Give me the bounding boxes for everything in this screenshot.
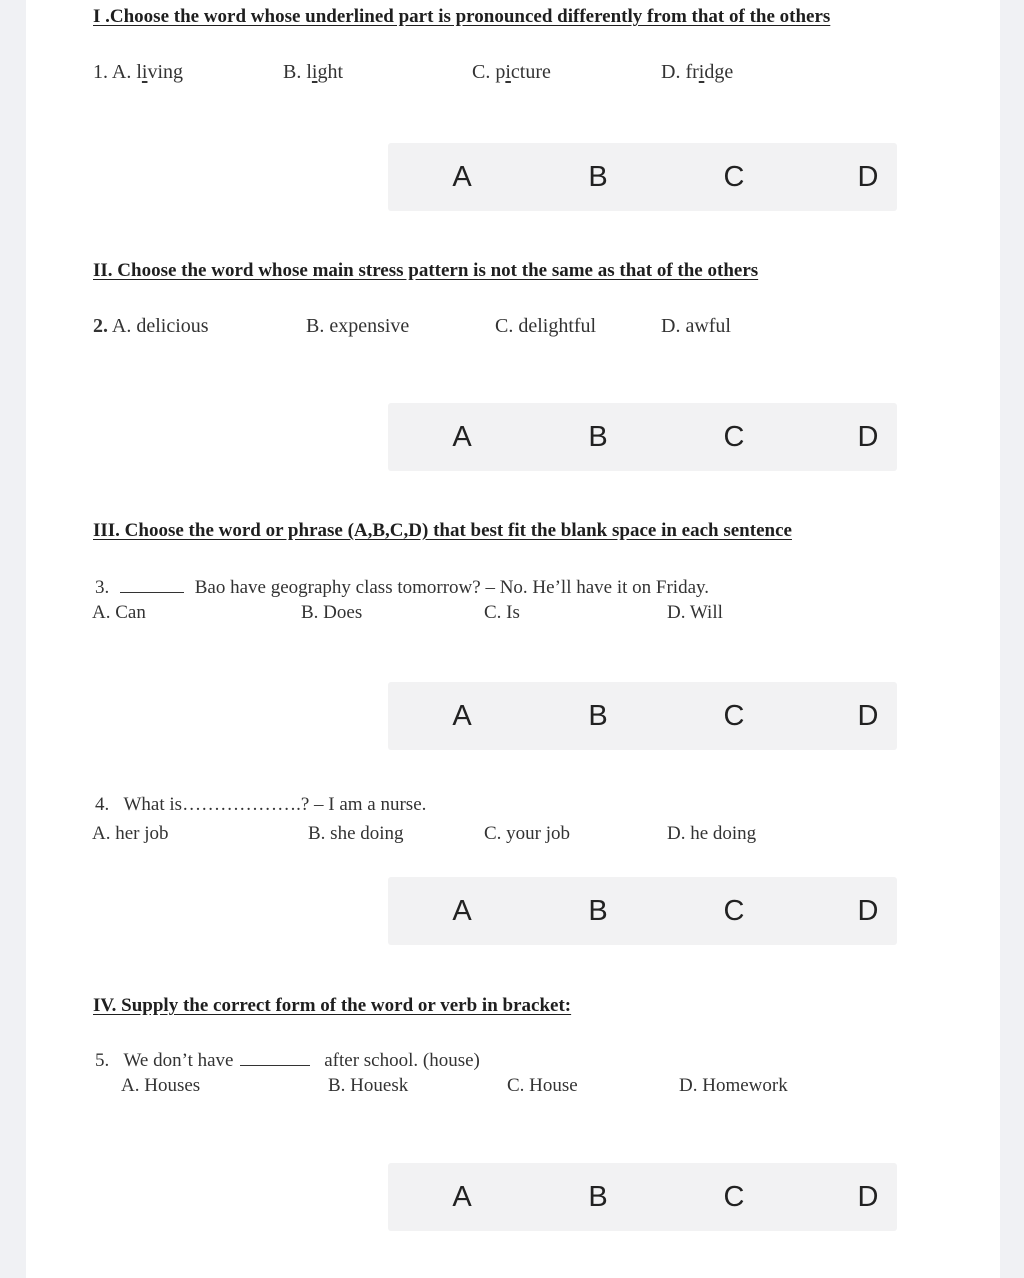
q5-blank xyxy=(240,1065,310,1066)
q1-answer-c-button[interactable]: C xyxy=(723,160,745,193)
q4-option-b: B. she doing xyxy=(308,823,404,844)
section-4-heading: IV. Supply the correct form of the word or verb in bracket: xyxy=(93,995,572,1016)
q3-option-a: A. Can xyxy=(92,602,146,623)
q3-blank xyxy=(120,592,184,593)
q2-option-c: C. delightful xyxy=(495,315,597,337)
q1-answer-d-button[interactable]: D xyxy=(857,160,879,193)
q5-answer-c-button[interactable]: C xyxy=(723,1180,745,1213)
q3-answer-bar xyxy=(388,682,897,750)
q3-answer-a-button[interactable]: A xyxy=(452,699,472,732)
q3-option-c: C. Is xyxy=(484,602,520,623)
q5-option-b: B. Houesk xyxy=(328,1075,409,1096)
q4-answer-bar xyxy=(388,877,897,945)
q1-answer-bar xyxy=(388,143,897,211)
q3-option-b: B. Does xyxy=(301,602,363,623)
q1-answer-b-button[interactable]: B xyxy=(588,160,608,193)
q3-answer-b-button[interactable]: B xyxy=(588,699,608,732)
q3-answer-d-button[interactable]: D xyxy=(857,699,879,732)
q4-option-c: C. your job xyxy=(484,823,571,844)
section-2-heading: II. Choose the word whose main stress pattern is not the same as that of the others xyxy=(93,260,759,281)
q5-option-c: C. House xyxy=(507,1075,578,1096)
q2-answer-a-button[interactable]: A xyxy=(452,420,472,453)
q1-option-c: C. picture xyxy=(472,61,551,83)
q2-answer-b-button[interactable]: B xyxy=(588,420,608,453)
q4-answer-c-button[interactable]: C xyxy=(723,894,745,927)
q5-option-a: A. Houses xyxy=(121,1075,201,1096)
q5-answer-b-button[interactable]: B xyxy=(588,1180,608,1213)
q1-option-b: B. light xyxy=(283,61,344,83)
q1-option-a: 1. A. living xyxy=(93,61,184,83)
q1-answer-a-button[interactable]: A xyxy=(452,160,472,193)
q4-stem: 4. What is……………….? – I am a nurse. xyxy=(95,794,427,815)
q3-option-d: D. Will xyxy=(667,602,723,623)
q5-stem: 5. We don’t have after school. (house) xyxy=(95,1050,480,1071)
q2-option-a: 2. A. delicious xyxy=(93,315,209,337)
q2-answer-bar xyxy=(388,403,897,471)
q2-answer-c-button[interactable]: C xyxy=(723,420,745,453)
q3-stem: 3. Bao have geography class tomorrow? – No. He’ll have it on Friday. xyxy=(95,577,710,598)
worksheet-page xyxy=(26,0,1000,1278)
q1-option-d: D. fridge xyxy=(661,61,734,83)
q4-option-a: A. her job xyxy=(92,823,169,844)
section-1-heading: I .Choose the word whose underlined part is pronounced differently from that of the others xyxy=(93,6,831,27)
q2-option-d: D. awful xyxy=(661,315,731,337)
q4-answer-a-button[interactable]: A xyxy=(452,894,472,927)
q4-answer-d-button[interactable]: D xyxy=(857,894,879,927)
q4-answer-b-button[interactable]: B xyxy=(588,894,608,927)
q5-option-d: D. Homework xyxy=(679,1075,788,1096)
q5-answer-a-button[interactable]: A xyxy=(452,1180,472,1213)
q3-answer-c-button[interactable]: C xyxy=(723,699,745,732)
q5-answer-bar xyxy=(388,1163,897,1231)
q2-option-b: B. expensive xyxy=(306,315,410,337)
section-3-heading: III. Choose the word or phrase (A,B,C,D) that best fit the blank space in each sentence xyxy=(93,520,792,541)
q5-answer-d-button[interactable]: D xyxy=(857,1180,879,1213)
q4-option-d: D. he doing xyxy=(667,823,757,844)
q2-answer-d-button[interactable]: D xyxy=(857,420,879,453)
